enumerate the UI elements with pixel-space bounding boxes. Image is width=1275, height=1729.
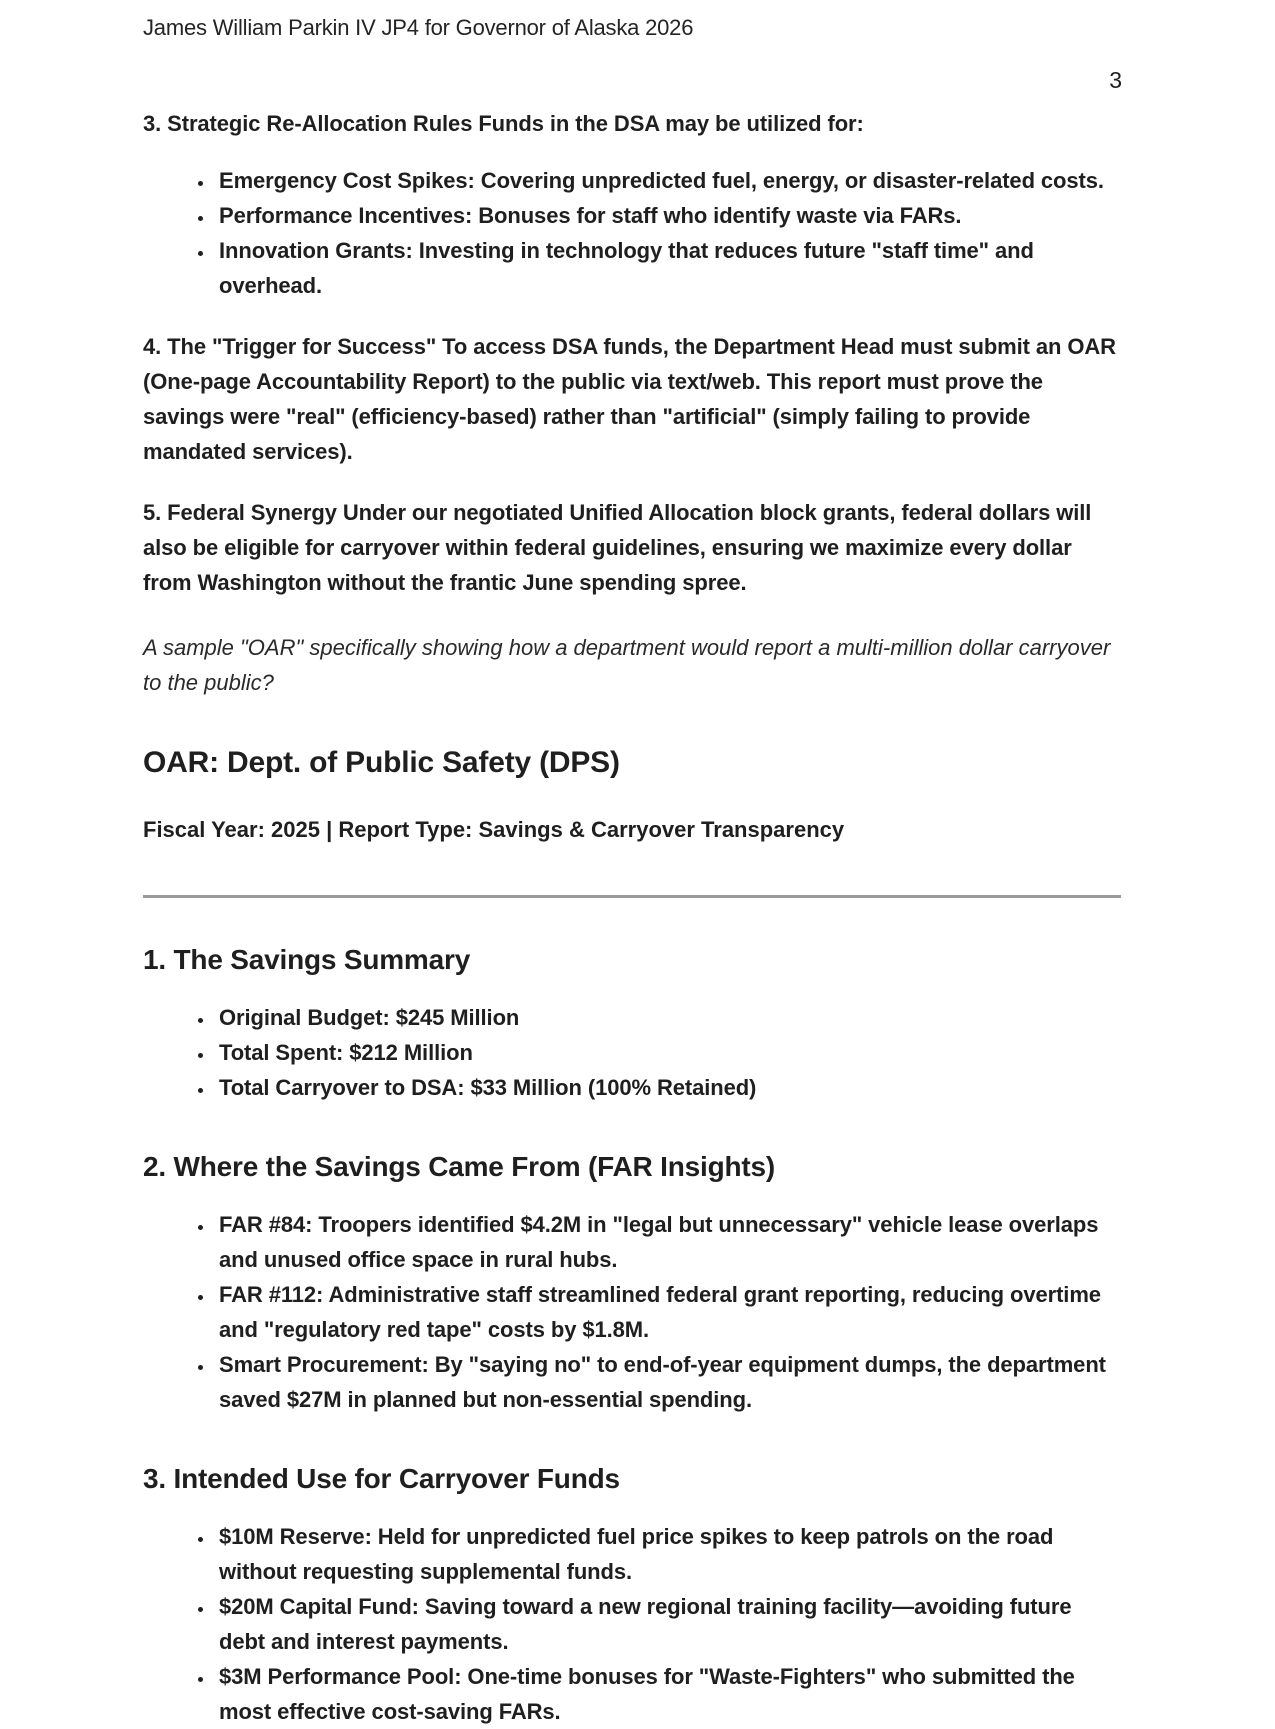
list-item: • Performance Incentives: Bonuses for staff who identify waste via FARs. [215, 198, 1122, 233]
list-item: • Innovation Grants: Investing in technology that reduces future "staff time" and overhead. [215, 233, 1122, 303]
list-item: • Original Budget: $245 Million [215, 1000, 1122, 1035]
page-number: 3 [1109, 67, 1122, 93]
list-item: • $10M Reserve: Held for unpredicted fuel price spikes to keep patrols on the road without requesting supplemental funds. [215, 1519, 1122, 1589]
savings-summary-list [143, 1000, 1122, 1105]
list-item: • FAR #112: Administrative staff streamlined federal grant reporting, reducing overtime and "regulatory red tape" costs by $1.8M. [215, 1277, 1122, 1347]
section-3-heading: 3. Strategic Re-Allocation Rules Funds in the DSA may be utilized for: [143, 111, 864, 136]
document-body [143, 106, 1122, 1729]
oar-title: OAR: Dept. of Public Safety (DPS) [143, 746, 620, 779]
oar-meta-line: Fiscal Year: 2025 | Report Type: Savings & Carryover Transparency [143, 817, 845, 842]
list-item: • Total Spent: $212 Million [215, 1035, 1122, 1070]
far-insights-heading: 2. Where the Savings Came From (FAR Insights) [143, 1151, 776, 1182]
list-item: • $3M Performance Pool: One-time bonuses for "Waste-Fighters" who submitted the most effective cost-saving FARs. [215, 1659, 1122, 1729]
carryover-use-list [143, 1519, 1122, 1729]
sample-oar-note: A sample "OAR" specifically showing how a department would report a multi-million dollar carryover to the public? [143, 635, 1111, 695]
header-title: James William Parkin IV JP4 for Governor of Alaska 2026 [143, 15, 694, 40]
list-item: • $20M Capital Fund: Saving toward a new regional training facility—avoiding future debt and interest payments. [215, 1589, 1122, 1659]
section-3-list [143, 163, 1122, 303]
list-item: • Emergency Cost Spikes: Covering unpredicted fuel, energy, or disaster-related costs. [215, 163, 1122, 198]
horizontal-divider [143, 895, 1121, 898]
savings-summary-heading: 1. The Savings Summary [143, 944, 471, 975]
paragraph-4-trigger-for-success: 4. The "Trigger for Success" To access DSA funds, the Department Head must submit an OAR (One-page Accountability Report) to the public via text/web. This report must prove the savings were "real" (efficiency-based) rather than "artificial" (simply failing to provide mandated services). [143, 334, 1116, 464]
far-insights-list [143, 1207, 1122, 1417]
paragraph-5-federal-synergy: 5. Federal Synergy Under our negotiated Unified Allocation block grants, federal dollars will also be eligible for carryover within federal guidelines, ensuring we maximize every dollar from Washington without the frantic June spending spree. [143, 500, 1092, 595]
page-header [143, 14, 1122, 42]
list-item: • Smart Procurement: By "saying no" to end-of-year equipment dumps, the department saved $27M in planned but non-essential spending. [215, 1347, 1122, 1417]
list-item: • Total Carryover to DSA: $33 Million (100% Retained) [215, 1070, 1122, 1105]
carryover-use-heading: 3. Intended Use for Carryover Funds [143, 1463, 620, 1494]
list-item: • FAR #84: Troopers identified $4.2M in "legal but unnecessary" vehicle lease overlaps and unused office space in rural hubs. [215, 1207, 1122, 1277]
